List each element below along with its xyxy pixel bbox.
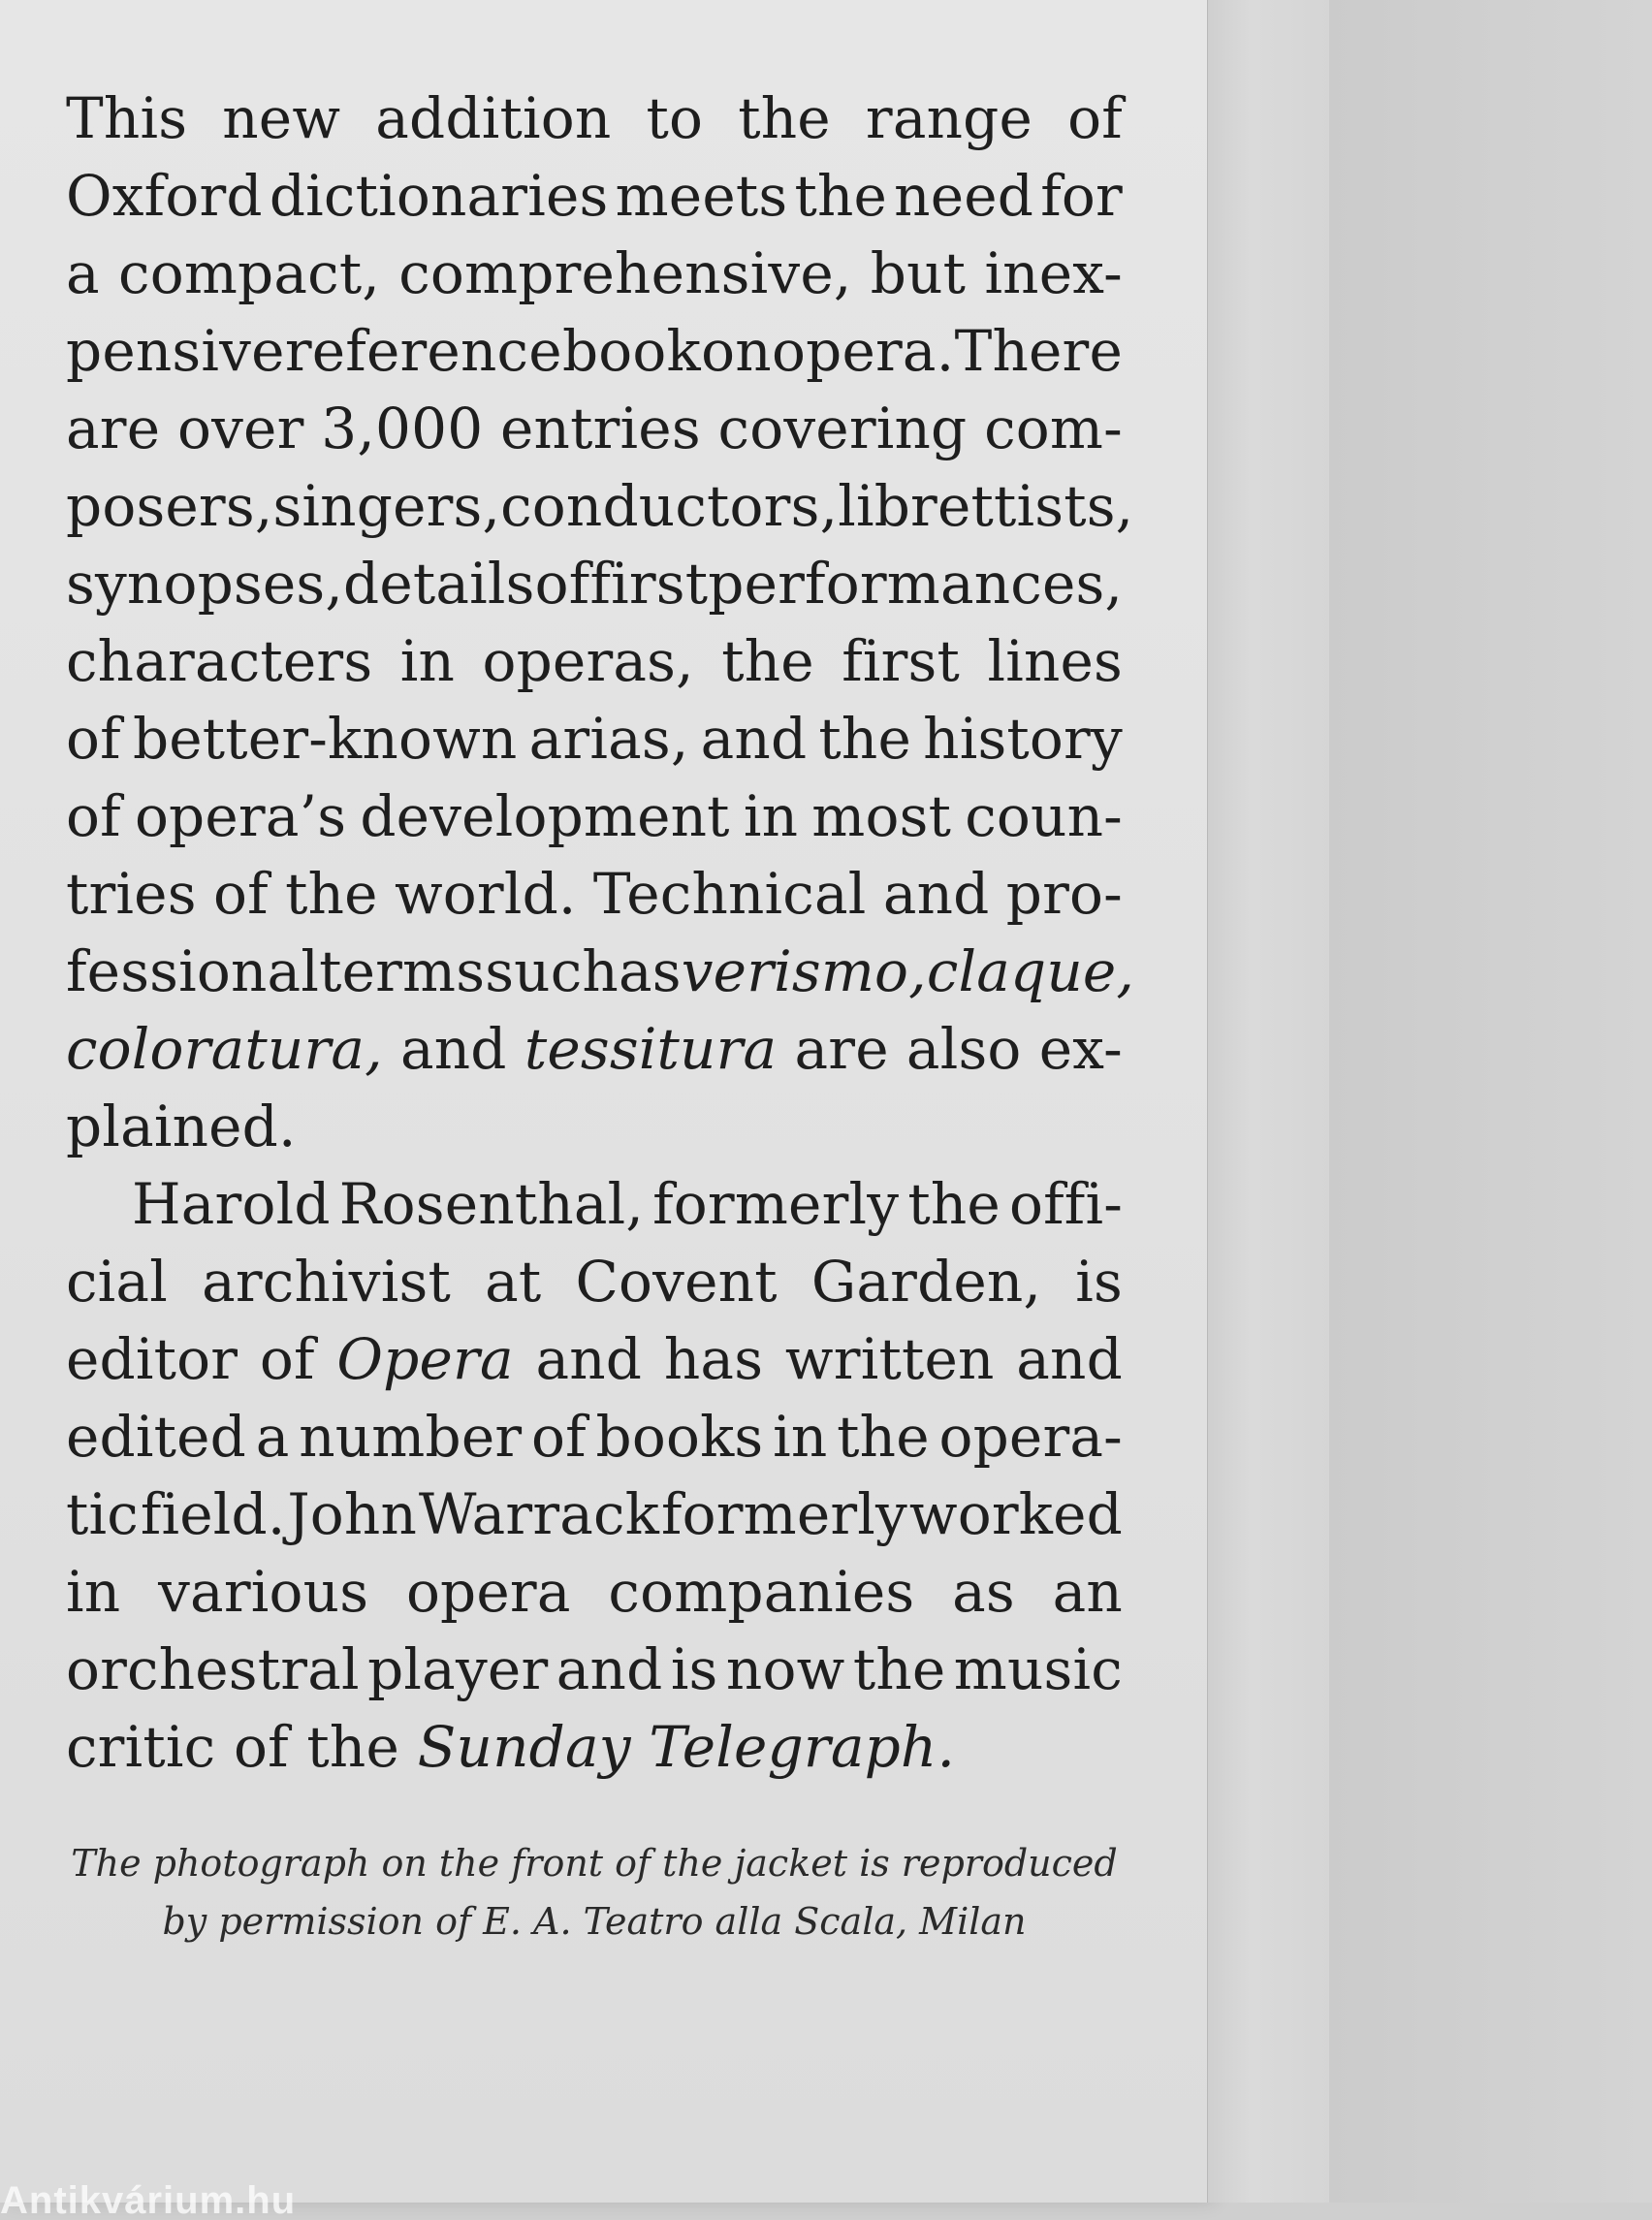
word: cial [66, 1249, 168, 1315]
text-line [66, 1165, 1123, 1243]
right-surface [1329, 0, 1652, 2203]
text-line [66, 235, 1123, 312]
text-line [66, 545, 1123, 622]
word: now [725, 1636, 845, 1702]
word: book [561, 318, 701, 384]
word: of [1067, 85, 1123, 151]
word: pro- [1005, 861, 1123, 927]
word: first [842, 628, 961, 694]
text-line [66, 1475, 1123, 1553]
text-line [66, 312, 1123, 390]
word: dictionaries [269, 163, 609, 229]
word: new [222, 85, 341, 151]
word: an [1052, 1559, 1123, 1625]
word: Telegraph. [649, 1714, 956, 1780]
word: Technical [592, 861, 867, 927]
word: and [1016, 1326, 1123, 1392]
word: ex- [1038, 1016, 1123, 1082]
word: coloratura, [66, 1016, 383, 1082]
word: Oxford [66, 163, 263, 229]
word: singers, [272, 473, 501, 539]
word: of [66, 706, 121, 772]
word: is [1075, 1249, 1123, 1315]
blurb-text [66, 79, 1135, 1786]
word: need [894, 163, 1034, 229]
word: Sunday [417, 1714, 631, 1780]
word: such [485, 938, 619, 1004]
word: over [176, 396, 304, 461]
word: as [618, 938, 682, 1004]
word: of [259, 1326, 315, 1392]
word: 3,000 [321, 396, 484, 461]
word: worked [908, 1481, 1123, 1547]
word: Rosenthal, [338, 1171, 645, 1237]
word: of [212, 861, 269, 927]
word: and [556, 1636, 663, 1702]
word: verismo, [681, 938, 927, 1004]
word: fessional [66, 938, 320, 1004]
word: and [535, 1326, 643, 1392]
word: the [721, 628, 814, 694]
word: There [954, 318, 1123, 384]
photo-caption [66, 1834, 1123, 1950]
text-line [66, 390, 1123, 467]
text-line [66, 157, 1123, 235]
word: opera [405, 1559, 571, 1625]
word: addition [375, 85, 612, 151]
word: most [811, 783, 952, 849]
word: history [923, 706, 1123, 772]
paragraph-1 [66, 79, 1135, 1165]
watermark: Antikvárium.hu [0, 2179, 297, 2220]
word: posers, [66, 473, 273, 539]
word: a [255, 1404, 290, 1470]
word: of [534, 551, 590, 617]
word: details [343, 551, 535, 617]
word: are [66, 396, 161, 461]
word: critic [66, 1714, 216, 1780]
word: a [66, 240, 100, 306]
word: tic [66, 1481, 139, 1547]
word: lines [987, 628, 1123, 694]
word: formerly [660, 1481, 908, 1547]
word: terms [319, 938, 486, 1004]
word: Warrack [418, 1481, 660, 1547]
word: of [66, 783, 121, 849]
word: and [882, 861, 990, 927]
word: meets [615, 163, 788, 229]
word: John [287, 1481, 418, 1547]
word: music [953, 1636, 1123, 1702]
text-line [66, 622, 1123, 700]
jacket-fold [1207, 0, 1331, 2203]
word: Harold [132, 1171, 331, 1237]
word: books [595, 1404, 764, 1470]
word: archivist [202, 1249, 451, 1315]
word: operas, [482, 628, 694, 694]
word: formerly [652, 1171, 900, 1237]
word: also [905, 1016, 1022, 1082]
word: of [531, 1404, 587, 1470]
word: of [233, 1714, 289, 1780]
caption-line-1: The photograph on the front of the jacket is reproduced [71, 1842, 1118, 1885]
word: is [670, 1636, 718, 1702]
word: tries [66, 861, 197, 927]
word: edited [66, 1404, 246, 1470]
word: the [837, 1404, 930, 1470]
word: opera- [938, 1404, 1123, 1470]
word: world. [394, 861, 577, 927]
word: conductors, [500, 473, 839, 539]
text-line [66, 1708, 1123, 1786]
word: in [399, 628, 456, 694]
text-line [66, 700, 1123, 777]
word: offi- [1009, 1171, 1123, 1237]
word: editor [66, 1326, 238, 1392]
text-line [66, 1553, 1123, 1631]
word: field. [140, 1481, 286, 1547]
word: has [663, 1326, 764, 1392]
word: the [306, 1714, 399, 1780]
word: on [701, 318, 772, 384]
word: companies [608, 1559, 915, 1625]
word: written [784, 1326, 995, 1392]
text-line [66, 1243, 1123, 1320]
word: compact, [118, 240, 380, 306]
word: to [646, 85, 704, 151]
text-line [66, 1631, 1123, 1708]
word: Garden, [810, 1249, 1042, 1315]
word: for [1040, 163, 1123, 229]
word: at [485, 1249, 542, 1315]
word: covering [717, 396, 968, 461]
word: number [299, 1404, 523, 1470]
word: com- [984, 396, 1123, 461]
word: opera’s [134, 783, 347, 849]
word: in [743, 783, 799, 849]
word: the [818, 706, 912, 772]
word: coun- [965, 783, 1123, 849]
word: are [794, 1016, 889, 1082]
word: librettists, [838, 473, 1134, 539]
word: the [907, 1171, 1001, 1237]
word: better-known [132, 706, 518, 772]
word: the [852, 1636, 946, 1702]
word: the [285, 861, 378, 927]
word: player [367, 1636, 549, 1702]
text-line [66, 1010, 1123, 1088]
word: inex- [984, 240, 1123, 306]
word: development [360, 783, 730, 849]
word: opera. [772, 318, 955, 384]
word: claque, [926, 938, 1135, 1004]
word: and [399, 1016, 507, 1082]
word: arias, [528, 706, 689, 772]
word: characters [66, 628, 373, 694]
caption-line-2: by permission of E. A. Teatro alla Scala, Milan [162, 1900, 1027, 1943]
text-line [66, 855, 1123, 933]
word: in [66, 1559, 121, 1625]
word: performances, [708, 551, 1124, 617]
word: first [589, 551, 709, 617]
word: in [773, 1404, 828, 1470]
word: Covent [575, 1249, 778, 1315]
word: entries [500, 396, 701, 461]
text-line [66, 467, 1134, 545]
word: and [700, 706, 808, 772]
word: various [158, 1559, 369, 1625]
text-line [66, 79, 1123, 157]
word: as [952, 1559, 1015, 1625]
word: pensive [66, 318, 285, 384]
word: reference [284, 318, 562, 384]
word: Opera [336, 1326, 514, 1392]
word: This [66, 85, 188, 151]
text-line [66, 1088, 1123, 1165]
word: the [738, 85, 831, 151]
text-line [66, 1398, 1123, 1475]
paragraph-2 [66, 1165, 1123, 1786]
word: tessitura [524, 1016, 778, 1082]
word: synopses, [66, 551, 344, 617]
text-line [66, 1320, 1123, 1398]
word: but [870, 240, 967, 306]
word: plained. [66, 1094, 297, 1159]
text-line [66, 777, 1123, 855]
word: range [865, 85, 1033, 151]
word: comprehensive, [398, 240, 852, 306]
word: the [794, 163, 888, 229]
word: orchestral [66, 1636, 360, 1702]
text-line [66, 933, 1135, 1010]
